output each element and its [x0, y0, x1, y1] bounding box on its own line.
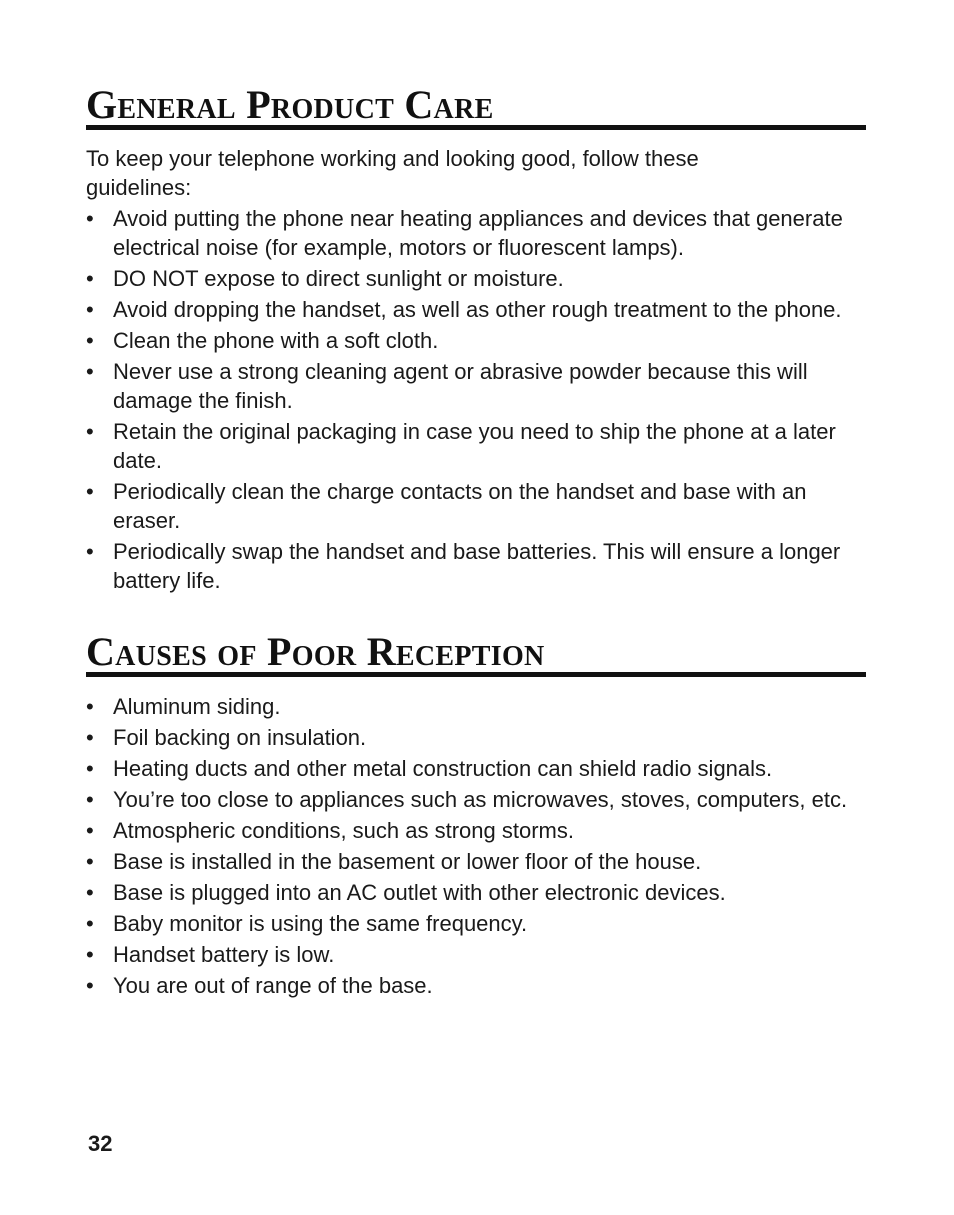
list-item: • Foil backing on insulation. — [86, 723, 866, 752]
list-item: • Retain the original packaging in case you need to ship the phone at a later date. — [86, 417, 866, 475]
list-item: • Atmospheric conditions, such as strong storms. — [86, 816, 866, 845]
poor-reception-heading: Causes of Poor Reception — [86, 632, 866, 677]
list-item: • Avoid putting the phone near heating appliances and devices that generate electrical noise (for example, motors or fluorescent lamps). — [86, 204, 866, 262]
list-item: • Heating ducts and other metal construction can shield radio signals. — [86, 754, 866, 783]
list-item: • Base is installed in the basement or lower floor of the house. — [86, 847, 866, 876]
list-item: • Periodically swap the handset and base batteries. This will ensure a longer battery life. — [86, 537, 866, 595]
list-item: • You’re too close to appliances such as microwaves, stoves, computers, etc. — [86, 785, 866, 814]
list-item: • Clean the phone with a soft cloth. — [86, 326, 866, 355]
list-item: • Base is plugged into an AC outlet with other electronic devices. — [86, 878, 866, 907]
list-item: • Aluminum siding. — [86, 692, 866, 721]
list-item: • Avoid dropping the handset, as well as other rough treatment to the phone. — [86, 295, 866, 324]
reception-causes-list — [86, 692, 866, 1000]
list-item: • Handset battery is low. — [86, 940, 866, 969]
list-item: • You are out of range of the base. — [86, 971, 866, 1000]
list-item: • DO NOT expose to direct sunlight or moisture. — [86, 264, 866, 293]
page-number: 32 — [88, 1131, 113, 1156]
general-product-care-heading: General Product Care — [86, 85, 866, 130]
list-item: • Baby monitor is using the same frequency. — [86, 909, 866, 938]
list-item: • Periodically clean the charge contacts on the handset and base with an eraser. — [86, 477, 866, 535]
general-product-care-section — [86, 82, 866, 595]
care-guidelines-list — [86, 204, 866, 595]
list-item: • Never use a strong cleaning agent or abrasive powder because this will damage the finish. — [86, 357, 866, 415]
poor-reception-section — [86, 629, 866, 1000]
care-intro-text: To keep your telephone working and looking good, follow these guidelines: — [86, 146, 699, 200]
